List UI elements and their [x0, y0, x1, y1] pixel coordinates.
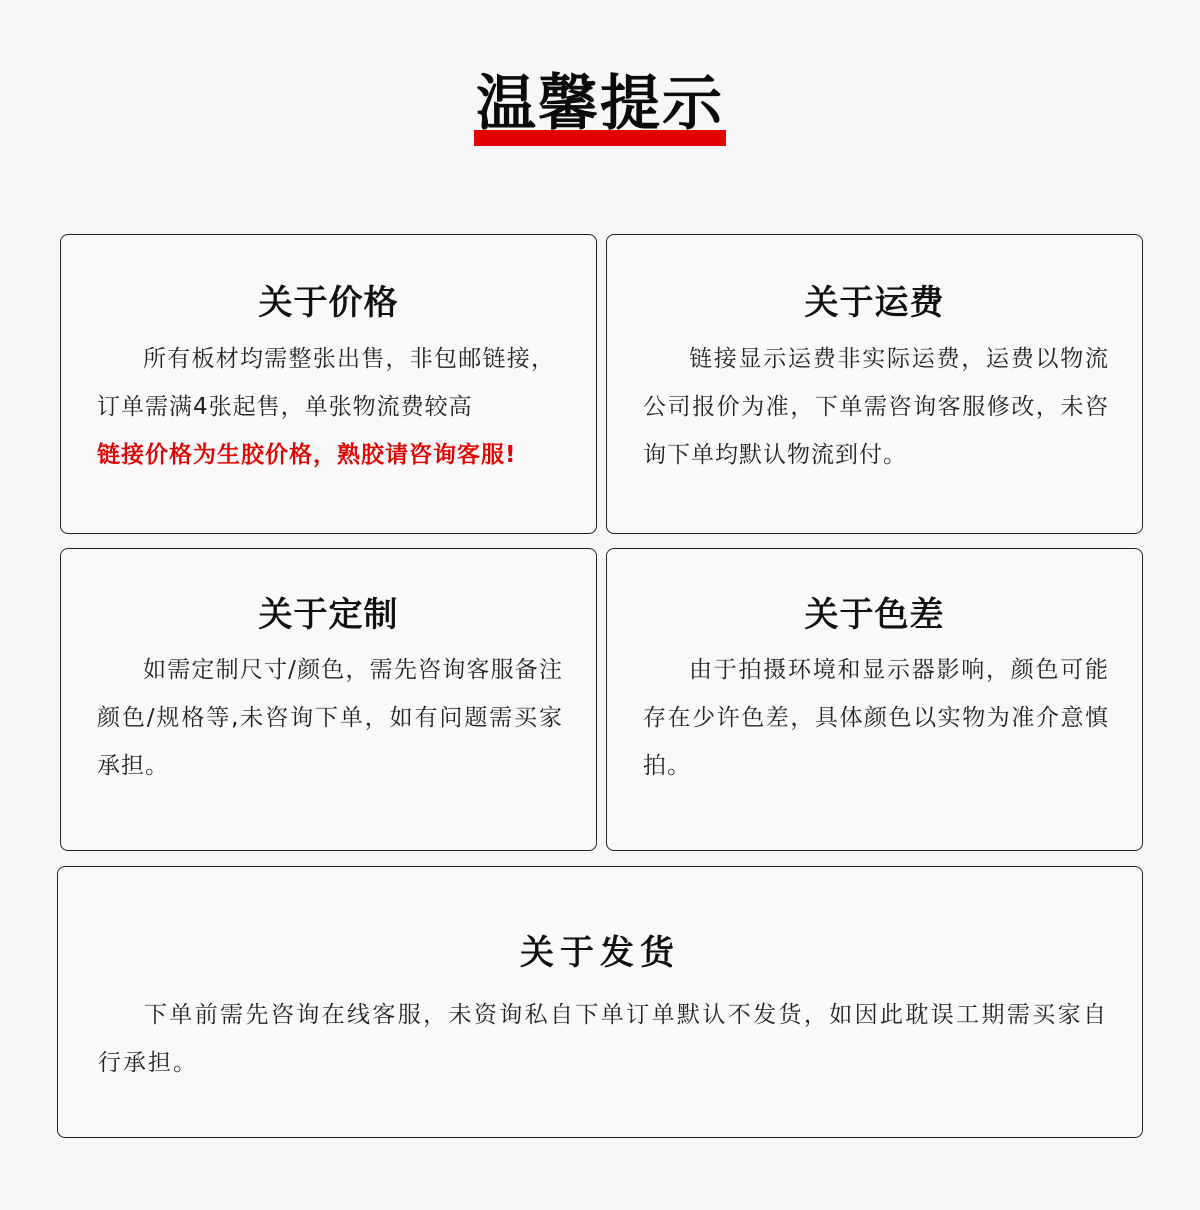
card-custom-body: [97, 646, 563, 790]
card-shipping-fee-title: 关于运费: [804, 283, 945, 323]
card-price-highlight: 链接价格为生胶价格，熟胶请咨询客服!: [97, 442, 517, 468]
card-price: [60, 234, 597, 534]
card-delivery: [57, 866, 1143, 1138]
card-color-text: 由于拍摄环境和显示器影响，颜色可能存在少许色差，具体颜色以实物为准介意慎拍。: [643, 657, 1109, 779]
card-delivery-title: 关于发货: [520, 933, 680, 973]
card-price-text: 所有板材均需整张出售，非包邮链接，订单需满4张起售，单张物流费较高: [97, 346, 555, 420]
card-color: [606, 548, 1143, 851]
page-title: [474, 66, 726, 142]
card-custom-title: 关于定制: [258, 595, 399, 635]
card-custom: [60, 548, 597, 851]
card-shipping-fee-text: 链接显示运费非实际运费，运费以物流公司报价为准，下单需咨询客服修改，未咨询下单均默认物流到付。: [643, 346, 1109, 468]
page-title-text: 温馨提示: [476, 69, 724, 139]
header: [0, 66, 1200, 142]
card-color-title: 关于色差: [804, 595, 945, 635]
card-price-body: [97, 335, 555, 479]
card-delivery-body: [98, 991, 1108, 1087]
card-shipping-fee: [606, 234, 1143, 534]
card-shipping-fee-body: [643, 335, 1109, 479]
card-color-body: [643, 646, 1109, 790]
card-delivery-text: 下单前需先咨询在线客服，未资询私自下单订单默认不发货，如因此耽误工期需买家自行承担。: [98, 1002, 1108, 1076]
card-custom-text: 如需定制尺寸/颜色，需先咨询客服备注颜色/规格等,未咨询下单，如有问题需买家承担。: [97, 657, 563, 779]
card-price-title: 关于价格: [258, 283, 399, 323]
